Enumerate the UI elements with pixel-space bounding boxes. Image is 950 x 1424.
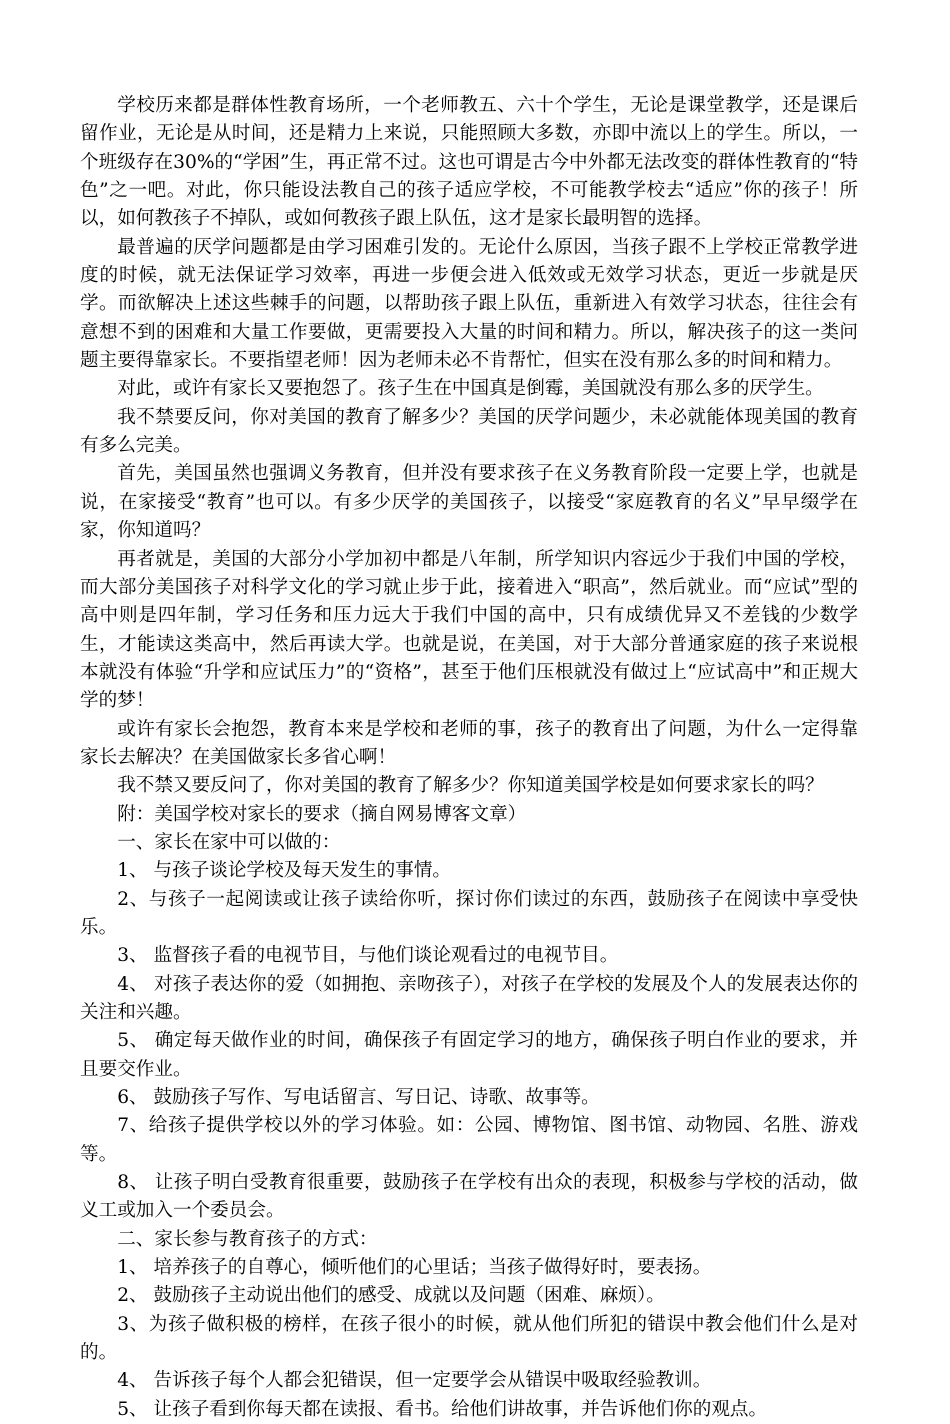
paragraph-3: 对此，或许有家长又要抱怨了。孩子生在中国真是倒霉，美国就没有那么多的厌学生。 <box>117 378 824 400</box>
paragraph-4: 我不禁要反问，你对美国的教育了解多少？美国的厌学问题少，未必就能体现美国的教育有多么完美。 <box>80 406 858 457</box>
section-1-item-8: 8、 让孩子明白受教育很重要，鼓励孩子在学校有出众的表现，积极参与学校的活动，做义工或加入一个委员会。 <box>80 1172 858 1222</box>
section-2-item-4: 4、 告诉孩子每个人都会犯错误，但一定要学会从错误中吸取经验教训。 <box>117 1370 712 1392</box>
paragraph-1: 学校历来都是群体性教育场所，一个老师教五、六十个学生，无论是课堂教学，还是课后留作业，无论是从时间，还是精力上来说，只能照顾大多数，亦即中流以上的学生。所以，一个班级存在30%的“学困”生，再正常不过。这也可谓是古今中外都无法改变的群体性教育的“特色”之一吧。对此，你只能设法教自己的孩子适应学校，不可能教学校去“适应”你的孩子！所以，如何教孩子不掉队，或如何教孩子跟上队伍，这才是家长最明智的选择。 <box>80 95 858 230</box>
section-1-item-3: 3、 监督孩子看的电视节目，与他们谈论观看过的电视节目。 <box>117 945 619 967</box>
section-1-item-7: 7、给孩子提供学校以外的学习体验。如：公园、博物馆、图书馆、动物园、名胜、游戏等。 <box>80 1115 858 1165</box>
section-1-item-5: 5、 确定每天做作业的时间，确保孩子有固定学习的地方，确保孩子明白作业的要求，并且要交作业。 <box>80 1030 858 1080</box>
appendix-heading: 附：美国学校对家长的要求（摘自网易博客文章） <box>117 803 527 825</box>
paragraph-8: 我不禁又要反问了，你对美国的教育了解多少？你知道美国学校是如何要求家长的吗？ <box>117 775 824 797</box>
paragraph-6: 再者就是，美国的大部分小学加初中都是八年制，所学知识内容远少于我们中国的学校，而大部分美国孩子对科学文化的学习就止步于此，接着进入“职高”，然后就业。而“应试”型的高中则是四年制，学习任务和压力远大于我们中国的高中，只有成绩优异又不差钱的少数学生，才能读这类高中，然后再读大学。也就是说，在美国，对于大部分普通家庭的孩子来说根本就没有体验“升学和应试压力”的“资格”，甚至于他们压根就没有做过上“应试高中”和正规大学的梦！ <box>80 548 858 712</box>
section-2-item-2: 2、 鼓励孩子主动说出他们的感受、成就以及问题（困难、麻烦）。 <box>117 1285 665 1307</box>
paragraph-7: 或许有家长会抱怨，教育本来是学校和老师的事，孩子的教育出了问题，为什么一定得靠家长去解决？在美国做家长多省心啊！ <box>80 718 858 768</box>
section-1-item-2: 2、与孩子一起阅读或让孩子读给你听，探讨你们读过的东西，鼓励孩子在阅读中享受快乐。 <box>80 888 858 938</box>
paragraph-2: 最普遍的厌学问题都是由学习困难引发的。无论什么原因，当孩子跟不上学校正常教学进度的时候，就无法保证学习效率，再进一步便会进入低效或无效学习状态，更近一步就是厌学。而欲解决上述这些棘手的问题，以帮助孩子跟上队伍，重新进入有效学习状态，往往会有意想不到的困难和大量工作要做，更需要投入大量的时间和精力。所以，解决孩子的这一类问题主要得靠家长。不要指望老师！因为老师未必不肯帮忙，但实在没有那么多的时间和精力。 <box>80 236 858 372</box>
section-2-item-3: 3、为孩子做积极的榜样，在孩子很小的时候，就从他们所犯的错误中教会他们什么是对的。 <box>80 1313 858 1364</box>
section-1-item-4: 4、 对孩子表达你的爱（如拥抱、亲吻孩子），对孩子在学校的发展及个人的发展表达你的关注和兴趣。 <box>80 973 858 1023</box>
paragraph-5: 首先，美国虽然也强调义务教育，但并没有要求孩子在义务教育阶段一定要上学，也就是说，在家接受“教育”也可以。有多少厌学的美国孩子，以接受“家庭教育的名义”早早缀学在家，你知道吗？ <box>80 463 858 542</box>
section-2-heading: 二、家长参与教育孩子的方式： <box>117 1228 378 1250</box>
section-1-item-1: 1、 与孩子谈论学校及每天发生的事情。 <box>117 860 452 882</box>
section-1-item-6: 6、 鼓励孩子写作、写电话留言、写日记、诗歌、故事等。 <box>117 1087 600 1109</box>
section-2-item-5: 5、 让孩子看到你每天都在读报、看书。给他们讲故事，并告诉他们你的观点。 <box>117 1398 768 1420</box>
section-1-heading: 一、家长在家中可以做的： <box>117 831 341 853</box>
section-2-item-1: 1、 培养孩子的自尊心，倾听他们的心里话；当孩子做得好时，要表扬。 <box>117 1257 712 1279</box>
